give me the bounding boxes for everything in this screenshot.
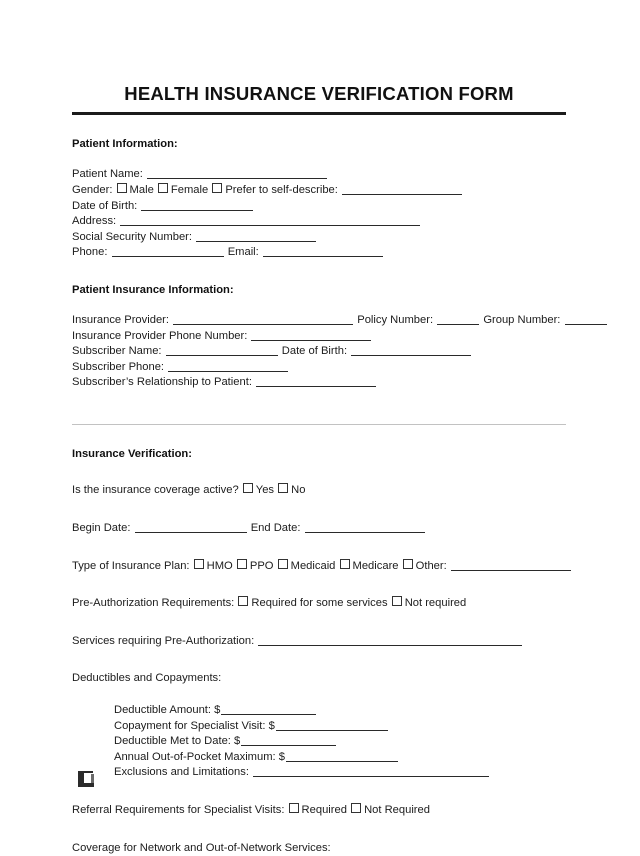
label-referral-requirements: Referral Requirements for Specialist Visits: [72,804,285,816]
field-network-coverage: Coverage for Network and Out-of-Network Services: [72,841,331,854]
label-copayment-specialist: Copayment for Specialist Visit: $ [114,719,275,732]
input-insurance-provider[interactable] [173,313,353,325]
label-deductible-amount: Deductible Amount: $ [114,704,221,717]
field-gender [72,183,566,199]
input-patient-name[interactable] [147,167,327,179]
label-gender-female: Female [170,183,209,196]
section-heading-insurance-verification: Insurance Verification: [72,448,192,461]
input-subscriber-name[interactable] [166,344,278,356]
checkbox-referral-not-required[interactable] [351,803,361,813]
label-plan-medicare: Medicare [352,559,399,572]
input-subscriber-phone[interactable] [168,360,288,372]
label-referral-not-required: Not Required [364,804,430,816]
label-preauth-not-required: Not required [404,597,467,610]
section-heading-patient-information: Patient Information: [72,138,178,151]
checkbox-preauth-required-some[interactable] [238,596,248,606]
label-pre-authorization: Pre-Authorization Requirements: [72,597,235,610]
input-address[interactable] [120,214,420,226]
label-date-of-birth: Date of Birth: [72,199,138,212]
input-exclusions-limitations[interactable] [253,765,489,777]
label-plan-ppo: PPO [249,559,274,572]
label-ssn: Social Security Number: [72,230,192,243]
input-begin-date[interactable] [135,521,247,533]
field-patient-name [72,167,566,183]
field-address [72,214,566,230]
label-phone: Phone: [72,246,108,259]
label-preauth-services: Services requiring Pre-Authorization: [72,634,255,647]
label-coverage-active-yes: Yes [255,484,275,497]
input-provider-phone[interactable] [251,329,371,341]
input-copayment-specialist[interactable] [276,719,388,731]
input-policy-number[interactable] [437,313,479,325]
legal-templates-logo-icon [78,771,95,789]
checkbox-plan-medicare[interactable] [340,559,350,569]
input-phone[interactable] [112,245,224,257]
label-referral-required: Required [301,804,347,816]
checkbox-referral-required[interactable] [289,803,299,813]
label-policy-number: Policy Number: [357,313,434,326]
field-annual-oop-max [72,750,566,766]
input-plan-other[interactable] [451,559,571,571]
input-gender-self-describe[interactable] [342,183,462,195]
checkbox-gender-self-describe[interactable] [212,183,222,193]
subheading-deductibles-copayments: Deductibles and Copayments: [72,672,222,685]
title-block [72,0,566,115]
input-subscriber-dob[interactable] [351,344,471,356]
input-subscriber-relationship[interactable] [256,375,376,387]
label-coverage-active: Is the insurance coverage active? [72,484,239,497]
field-insurance-provider [72,313,566,329]
label-subscriber-relationship: Subscriber’s Relationship to Patient: [72,376,252,389]
label-subscriber-dob: Date of Birth: [281,345,348,358]
input-deductible-met[interactable] [241,734,336,746]
input-date-of-birth[interactable] [141,199,253,211]
input-end-date[interactable] [305,521,425,533]
field-copayment-specialist [72,719,566,735]
field-preauth-services [72,634,566,650]
field-coverage-dates [72,521,566,537]
field-deductible-met [72,734,566,750]
section-heading-patient-insurance-information: Patient Insurance Information: [72,283,234,296]
label-plan-medicaid: Medicaid [290,559,336,572]
field-plan-type [72,559,566,575]
input-ssn[interactable] [196,230,316,242]
field-exclusions-limitations [72,765,566,781]
field-provider-phone [72,329,566,345]
checkbox-plan-ppo[interactable] [237,559,247,569]
logo-foot [83,783,94,787]
checkbox-plan-hmo[interactable] [194,559,204,569]
page-title: HEALTH INSURANCE VERIFICATION FORM [124,83,514,104]
label-gender: Gender: [72,183,113,196]
field-pre-authorization [72,596,566,612]
checkbox-gender-female[interactable] [158,183,168,193]
checkbox-plan-other[interactable] [403,559,413,569]
checkbox-gender-male[interactable] [117,183,127,193]
label-end-date: End Date: [250,522,301,535]
field-deductible-amount [72,703,566,719]
label-provider-phone: Insurance Provider Phone Number: [72,329,248,342]
input-email[interactable] [263,245,383,257]
label-subscriber-phone: Subscriber Phone: [72,360,165,373]
field-subscriber-phone [72,360,566,376]
input-preauth-services[interactable] [258,634,522,646]
label-begin-date: Begin Date: [72,522,131,535]
label-plan-hmo: HMO [206,559,233,572]
label-plan-other: Other: [415,559,447,572]
input-deductible-amount[interactable] [221,703,316,715]
input-group-number[interactable] [565,313,607,325]
label-subscriber-name: Subscriber Name: [72,345,162,358]
field-phone-email [72,245,566,261]
field-date-of-birth [72,199,566,215]
field-subscriber-name [72,344,566,360]
field-referral-requirements [72,803,566,819]
label-preauth-required-some: Required for some services [251,597,388,610]
checkbox-coverage-active-no[interactable] [278,483,288,493]
field-ssn [72,230,566,246]
label-gender-self-describe: Prefer to self-describe: [225,183,338,196]
field-coverage-active [72,483,566,499]
form-content [72,0,566,856]
label-insurance-provider: Insurance Provider: [72,313,170,326]
input-annual-oop-max[interactable] [286,750,398,762]
label-email: Email: [227,246,259,259]
label-group-number: Group Number: [483,313,561,326]
label-coverage-active-no: No [291,484,306,497]
label-gender-male: Male [129,183,154,196]
label-exclusions-limitations: Exclusions and Limitations: [114,766,249,779]
label-address: Address: [72,215,117,228]
label-plan-type: Type of Insurance Plan: [72,559,190,572]
checkbox-coverage-active-yes[interactable] [243,483,253,493]
label-annual-oop-max: Annual Out-of-Pocket Maximum: $ [114,750,285,763]
label-deductible-met: Deductible Met to Date: $ [114,735,241,748]
checkbox-plan-medicaid[interactable] [278,559,288,569]
field-subscriber-relationship [72,375,566,391]
label-patient-name: Patient Name: [72,168,143,181]
checkbox-preauth-not-required[interactable] [392,596,402,606]
